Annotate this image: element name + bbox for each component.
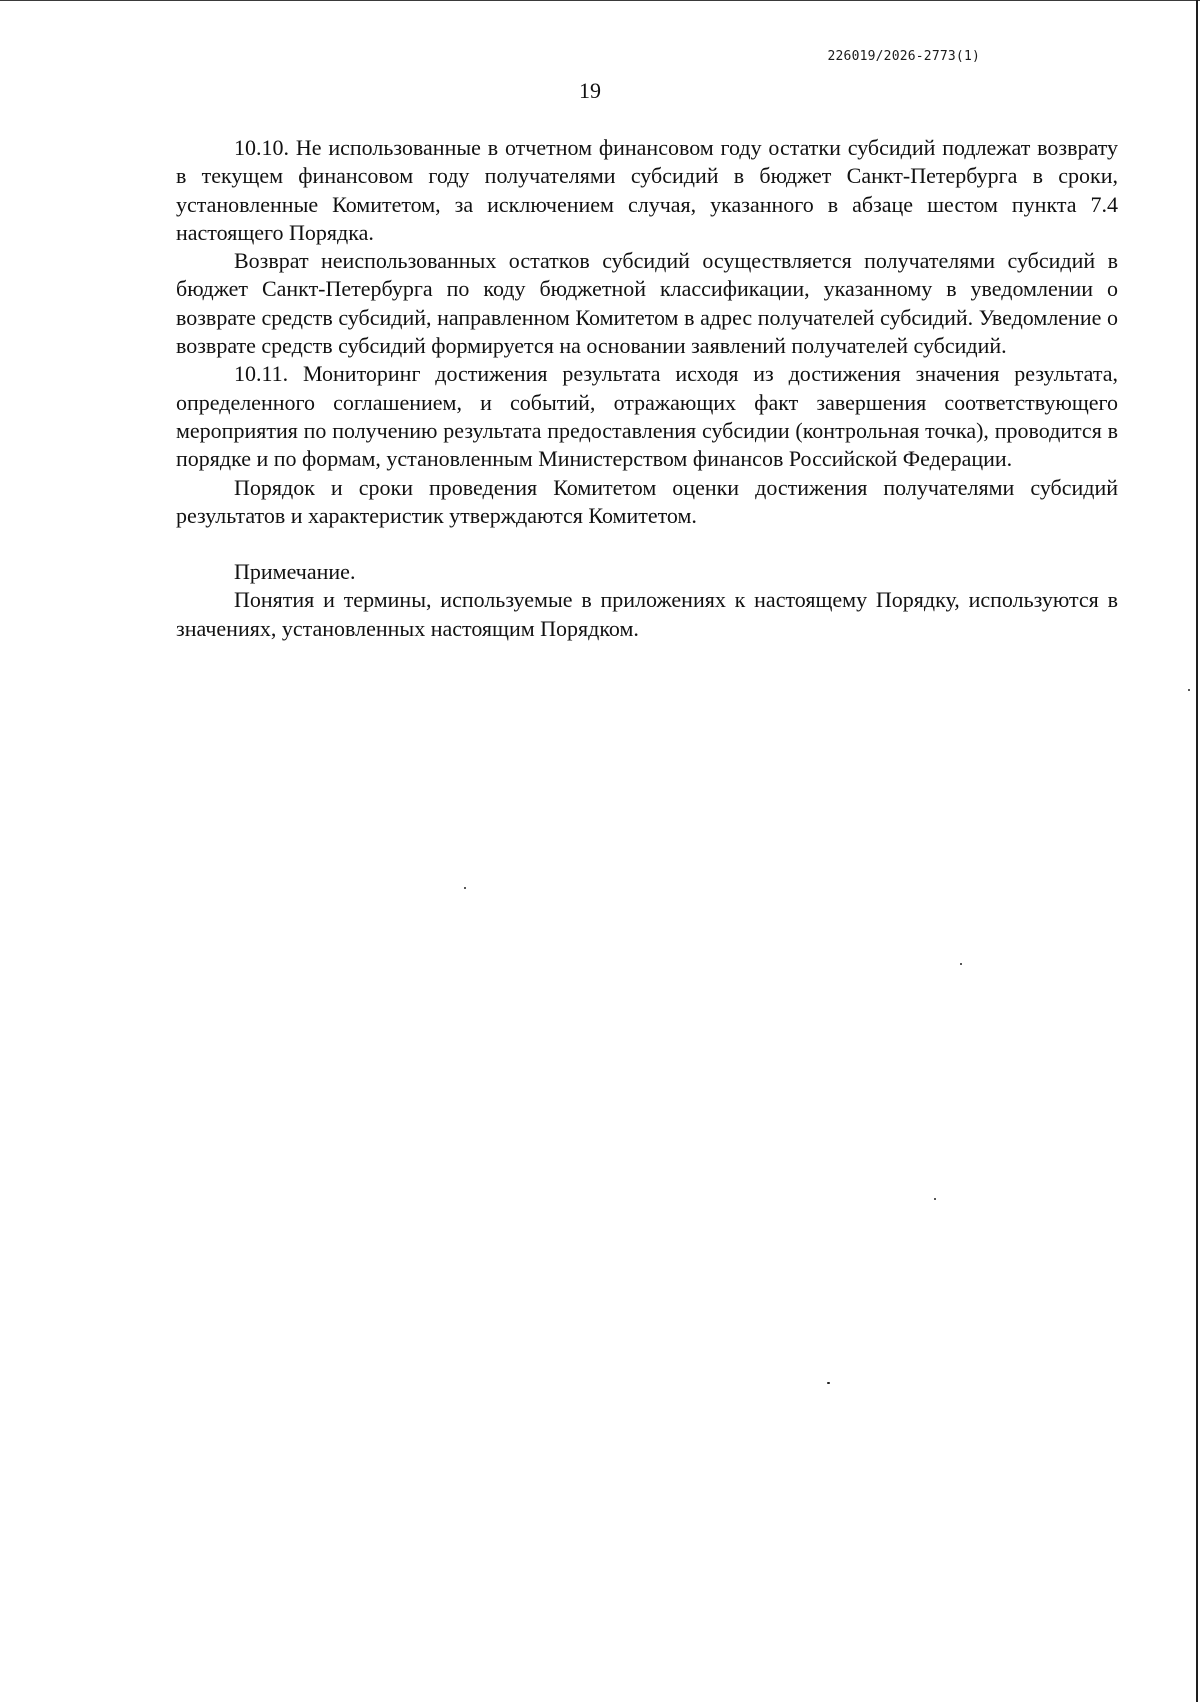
- paragraph-10-11: 10.11. Мониторинг достижения результата исходя из достижения значения результата, определенного соглашением, и событий, отражающих факт завершения соответствующего мероприятия по получению результата предоставления субсидии (контрольная точка), проводится в порядке и по формам, установленным Министерством финансов Российской Федерации.: [176, 361, 1118, 472]
- paragraph-spacer: [176, 530, 1118, 558]
- scan-top-edge: [0, 0, 1200, 1]
- paragraph-10-10: 10.10. Не использованные в отчетном финансовом году остатки субсидий подлежат возврату в текущем финансовом году получателями субсидий в бюджет Санкт-Петербурга в сроки, установленные Комитетом, за исключением случая, указанного в абзаце шестом пункта 7.4 настоящего Порядка.: [176, 135, 1118, 245]
- document-body: [176, 134, 1118, 643]
- paragraph-evaluation: Порядок и сроки проведения Комитетом оценки достижения получателями субсидий результатов и характеристик утверждаются Комитетом.: [176, 474, 1118, 528]
- note-text: Понятия и термины, используемые в приложениях к настоящему Порядку, используются в значениях, установленных настоящим Порядком.: [176, 587, 1118, 641]
- scan-right-edge: [1196, 0, 1198, 1702]
- page-number: 19: [579, 78, 601, 103]
- scan-speck: [827, 1382, 830, 1384]
- paragraph-refund: Возврат неиспользованных остатков субсидий осуществляется получателями субсидий в бюджет Санкт-Петербурга по коду бюджетной классификации, указанному в уведомлении о возврате средств субсидий, направленном Комитетом в адрес получателей субсидий. Уведомление о возврате средств субсидий формируется на основании заявлений получателей субсидий.: [176, 248, 1118, 359]
- scan-speck: [934, 1198, 936, 1200]
- scan-speck: [1188, 689, 1190, 691]
- document-registration-number: 226019/2026-2773(1): [827, 49, 980, 64]
- scan-speck: [960, 963, 962, 965]
- scan-speck: [464, 887, 466, 889]
- note-title: Примечание.: [234, 559, 356, 585]
